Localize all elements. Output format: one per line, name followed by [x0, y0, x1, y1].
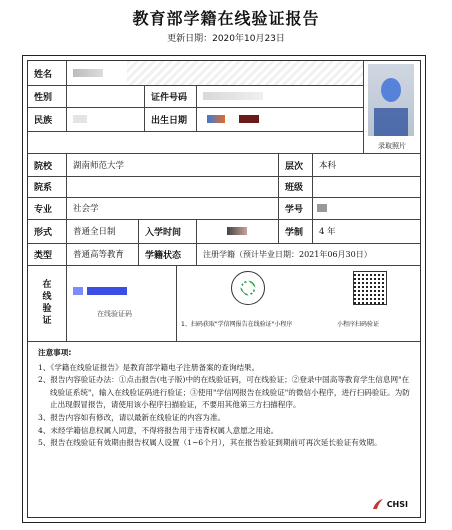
note-item: 3、报告内容如有修改，请以最新在线验证的内容为准。: [38, 412, 226, 422]
status-label: 学籍状态: [138, 243, 196, 265]
stuno-redaction: [317, 204, 327, 212]
form-label: 形式: [34, 227, 53, 238]
enroll-redaction: [227, 227, 247, 235]
id-redaction: [203, 92, 263, 100]
enroll-label: 入学时间: [138, 219, 196, 243]
id-value: [196, 85, 364, 107]
dept-label: 院系: [34, 182, 53, 193]
row-major: [28, 197, 420, 220]
report-title: 教育部学籍在线验证报告: [132, 9, 320, 28]
verify-code[interactable]: [73, 287, 127, 295]
name-value: [66, 61, 364, 85]
length-label: 学制: [278, 219, 312, 243]
row-name: [28, 61, 364, 86]
enroll-value: [196, 219, 278, 243]
chsi-logo-icon: [371, 497, 385, 511]
gender-label: 性别: [34, 92, 53, 103]
form-value: 普通全日制: [66, 219, 138, 243]
code-redaction-1: [73, 287, 83, 295]
name-label: 姓名: [34, 69, 53, 80]
verify-label-cell: [28, 265, 66, 341]
verify-qr-cell: [176, 265, 420, 341]
note-item: 4、未经学籍信息权属人同意，不得将报告用于违背权属人意愿之用途。: [38, 425, 279, 435]
type-label: 类型: [34, 250, 53, 261]
row-form: [28, 219, 420, 244]
row-gender: [28, 85, 364, 108]
level-label: 层次: [278, 154, 312, 176]
notes-section: [28, 341, 420, 517]
qr2-caption: 小程序扫码验证: [337, 321, 380, 328]
major-value: 社会学: [66, 197, 278, 219]
row-dept: [28, 175, 420, 198]
birth-redaction-2: [239, 115, 259, 123]
code-redaction-2: [87, 287, 127, 295]
school-value: 湖南师范大学: [66, 154, 278, 176]
note-item: 2、报告内容验证办法：①点击报告(电子版)中的在线验证码，可在线验证；②登录中国高等教育学生信息网"在线验证系统"，输入在线验证码进行验证；③使用"学信网报告在线验证"的微信小程序，进行扫码验证。为防止出现假冒报告，请使用该小程序扫描验证，不要用其他第三方扫描程序。: [38, 375, 410, 410]
type-value: 普通高等教育: [66, 243, 138, 265]
level-value: 本科: [312, 154, 420, 176]
birth-redaction-1: [207, 115, 225, 123]
birth-label: 出生日期: [144, 107, 196, 131]
verify-code-label: 在线验证码: [97, 310, 132, 318]
verify-code-cell: [66, 265, 176, 341]
report-frame: [22, 55, 426, 523]
row-verify: [28, 265, 420, 342]
major-label: 专业: [34, 204, 53, 215]
qr1-caption: 1、扫码获取"学信网报告在线验证"小程序: [181, 321, 293, 328]
school-label: 院校: [34, 161, 53, 172]
update-date: 更新日期：2020年10月23日: [167, 34, 285, 44]
chsi-logo: [371, 497, 408, 511]
verify-label: 在线验证: [42, 280, 52, 326]
note-item: 1、《学籍在线验证报告》是教育部学籍电子注册备案的查询结果。: [38, 362, 260, 372]
row-spacer: [28, 131, 364, 153]
stuno-label: 学号: [278, 197, 312, 219]
row-ethnic: [28, 107, 364, 132]
photo-caption: 录取照片: [378, 142, 406, 150]
birth-value: [196, 107, 364, 131]
ethnic-redaction: [73, 115, 87, 123]
length-value: 4 年: [312, 219, 420, 243]
miniprogram-qr[interactable]: [231, 271, 265, 305]
row-type: [28, 243, 420, 266]
notes-title: 注意事项:: [38, 348, 72, 357]
scan-qr[interactable]: [353, 271, 387, 305]
id-label: 证件号码: [144, 85, 196, 107]
report-table: [27, 60, 421, 518]
row-school: [28, 153, 420, 177]
note-item: 5、报告在线验证有效期由报告权属人设置（1~6个月），其在报告验证到期前可再次延长验证有效期。: [38, 438, 382, 448]
dept-value: [66, 175, 278, 197]
hatch-pattern: [127, 61, 364, 85]
stuno-value: [312, 197, 420, 219]
status-value: 注册学籍（预计毕业日期：2021年06月30日）: [196, 243, 420, 265]
ethnic-label: 民族: [34, 115, 53, 126]
chsi-logo-text: CHSI: [386, 499, 408, 509]
student-photo: [363, 61, 420, 153]
gender-value: [66, 85, 144, 107]
class-label: 班级: [278, 175, 312, 197]
photo-image: [368, 64, 414, 136]
ethnic-value: [66, 107, 144, 131]
name-redaction: [73, 69, 103, 77]
class-value: [312, 175, 420, 197]
